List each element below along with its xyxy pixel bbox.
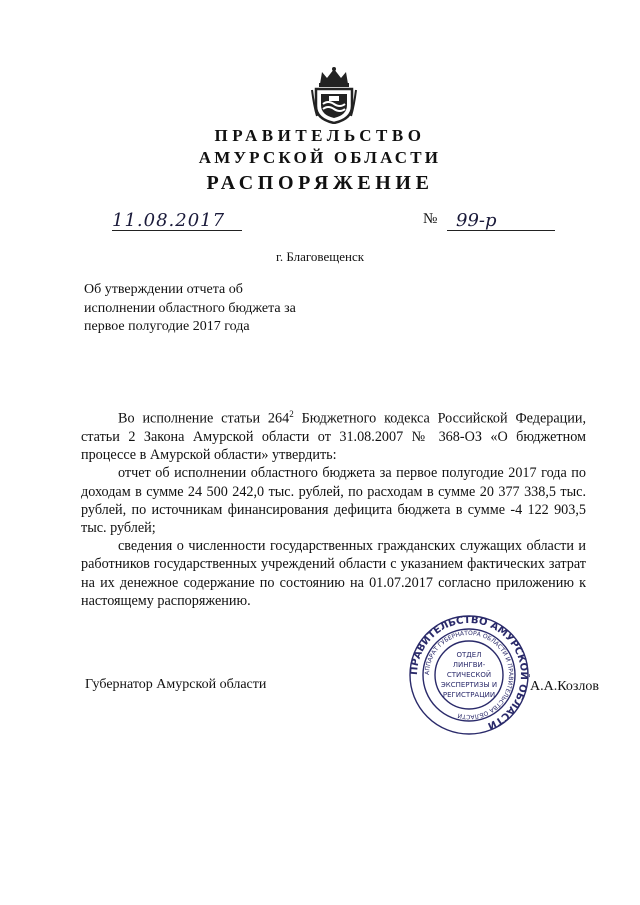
city-line: г. Благовещенск xyxy=(275,249,365,264)
stamp-center-line: РЕГИСТРАЦИИ xyxy=(442,691,496,699)
number-underline xyxy=(447,230,555,231)
stamp-outer-text: ПРАВИТЕЛЬСТВО АМУРСКОЙ ОБЛАСТИ xyxy=(408,614,530,732)
body-paragraph-1 xyxy=(81,405,586,464)
body-paragraph-3: сведения о численности государственных гражданских служащих области и работников государственных учреждений области с указанием фактических затрат на их денежное содержание по состоянию на 01.07.2017 согласно приложению к настоящему распоряжению. xyxy=(81,538,586,609)
p1-superscript: 2 xyxy=(289,409,294,419)
stamp-inner-text: АППАРАТ ГУБЕРНАТОРА ОБЛАСТИ И ПРАВИТЕЛЬСТВА ОБЛАСТИ xyxy=(423,629,515,721)
signatory-title: Губернатор Амурской области xyxy=(85,677,267,692)
p1-prefix: Во исполнение статьи 264 xyxy=(118,410,290,427)
region-heading: АМУРСКОЙ ОБЛАСТИ xyxy=(198,148,442,167)
stamp-center-line: ОТДЕЛ xyxy=(456,651,482,659)
stamp-center-line: СТИЧЕСКОЙ xyxy=(446,671,492,679)
stamp-center-line: ЛИНГВИ- xyxy=(452,661,486,669)
handwritten-date: 11.08.2017 xyxy=(112,210,226,231)
government-heading: ПРАВИТЕЛЬСТВО xyxy=(214,126,426,145)
document-subject: Об утверждении отчета об исполнении областного бюджета за первое полугодие 2017 года xyxy=(84,282,296,334)
signatory-name: А.А.Козлов xyxy=(530,679,599,694)
body-paragraph-2: отчет об исполнении областного бюджета за первое полугодие 2017 года по доходам в сумме 24 500 242,0 тыс. рублей, по расходам в сумме 20 377 338,5 тыс. рублей, по источникам финансирования дефицита бюджета в сумме -4 122 903,5 тыс. рублей; xyxy=(81,465,586,536)
handwritten-number: 99-р xyxy=(456,210,497,231)
stamp-center-line: ЭКСПЕРТИЗЫ И xyxy=(440,681,498,689)
coat-of-arms-emblem xyxy=(311,66,357,124)
official-seal-stamp xyxy=(408,614,530,736)
date-underline xyxy=(112,230,242,231)
number-sign: № xyxy=(423,211,438,227)
document-type-heading: РАСПОРЯЖЕНИЕ xyxy=(206,172,434,194)
p1-suffix: Бюджетного кодекса Российской Федерации, статьи 2 Закона Амурской области от 31.08.2007 № 368-ОЗ «О бюджетном процессе в Амурской области» утвердить: xyxy=(81,410,586,464)
document-body xyxy=(81,405,586,610)
